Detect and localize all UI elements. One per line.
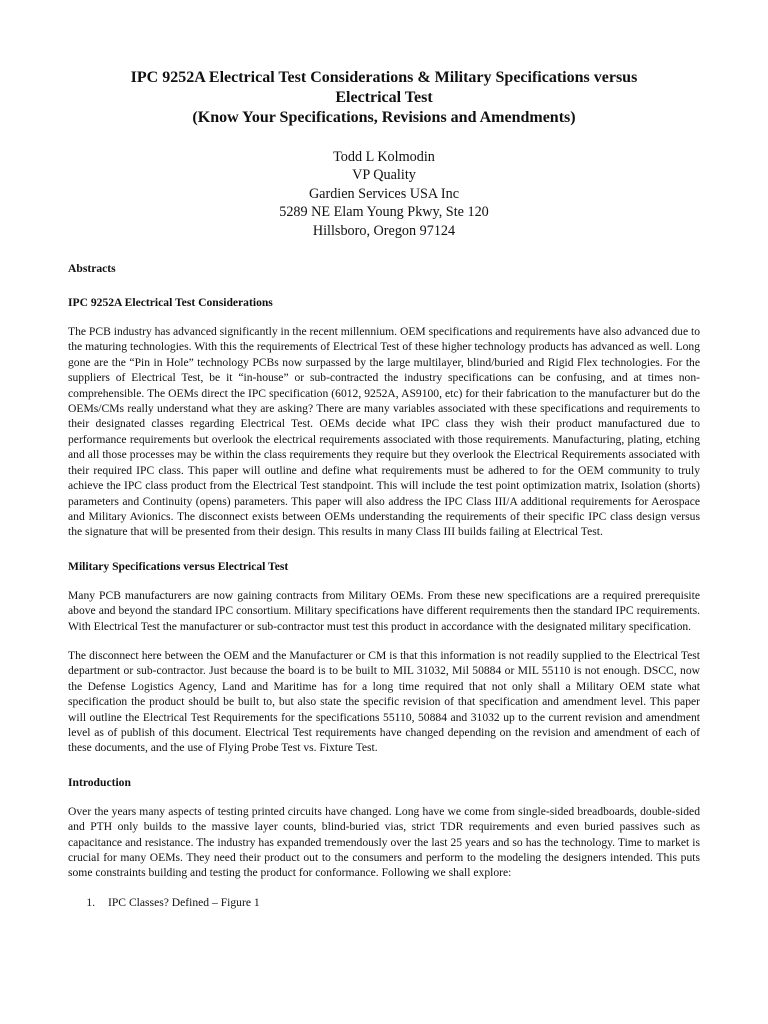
- paper-title: [68, 68, 700, 128]
- title-line-3: (Know Your Specifications, Revisions and Amendments): [192, 109, 576, 126]
- author-name: Todd L Kolmodin: [333, 149, 435, 165]
- author-city: Hillsboro, Oregon 97124: [312, 222, 456, 239]
- exploration-list: [68, 895, 700, 910]
- author-company: Gardien Services USA Inc: [308, 185, 460, 202]
- section-heading-ipc-9252a: IPC 9252A Electrical Test Considerations: [68, 296, 273, 310]
- paragraph-ipc-9252a: The PCB industry has advanced significantly in the recent millennium. OEM specifications and requirements have also advanced due to the maturing technologies. With this the requirements of Electrical Test of these higher technology products has advanced as well. Long gone are the “Pin in Hole” technology PCBs now surpassed by the large multilayer, blind/buried and Rigid Flex technologies. For the suppliers of Electrical Test, be it “in-house” or sub-contracted the industry specifications can be confusing, and at times non-comprehensible. The OEMs direct the IPC specification (6012, 9252A, AS9100, etc) for their fabrication to the manufacturer but do the OEMs/CMs really understand what they are asking? There are many variables associated with these specifications and requirements to their designated classes regarding Electrical Test. OEMs decide what IPC class they wish their product manufactured due to performance requirements but overlook the electrical requirements associated with those requirements. Manufacturing, plating, etching and all those processes may be within the class requirements they require but they overlook the Electrical Requirements associated with their required IPC class. This paper will outline and define what requirements must be adhered to for the OEM community to truly achieve the IPC class product from the Electrical Test standpoint. This will include the test point optimization matrix, Isolation (shorts) parameters and Continuity (opens) parameters. This paper will also address the IPC Class III/A additional requirements for Aerospace and Military Avionics. The disconnect exists between OEMs understanding the requirements of their specific IPC class design versus the signature that will be presented from their design. This results in many Class III builds failing at Electrical Test.: [68, 325, 701, 539]
- paragraph-military-1: Many PCB manufacturers are now gaining contracts from Military OEMs. From these new specifications are a required prerequisite above and beyond the standard IPC consortium. Military specifications have different requirements then the standard IPC requirements. With Electrical Test the manufacturer or sub-contractor must test this product in accordance with the designated military specification.: [68, 588, 700, 633]
- abstracts-heading: Abstracts: [68, 262, 116, 276]
- paragraph-introduction: Over the years many aspects of testing printed circuits have changed. Long have we come from single-sided breadboards, double-sided and PTH only builds to the massive layer counts, blind-buried vias, strict TDR requirements and even buried passives such as capacitance and resistance. The industry has expanded tremendously over the last 25 years and so has the technology. Time to market is crucial for many OEMs. They need their product out to the consumers and perform to the modeling the designers intended. This puts some constraints building and testing the product for conformance. Following we shall explore:: [68, 804, 700, 880]
- section-heading-introduction: Introduction: [68, 775, 131, 789]
- section-heading-military: Military Specifications versus Electrical Test: [68, 559, 289, 573]
- paragraph-military-2: The disconnect here between the OEM and the Manufacturer or CM is that this information is not readily supplied to the Electrical Test department or sub-contractor. Just because the board is to be built to MIL 31032, Mil 50884 or MIL 55110 is not enough. DSCC, now the Defense Logistics Agency, Land and Maritime has for a long time required that not only shall a Military OEM state what specification the product should be built to, but also state the specific revision of that specification and amendment level. This paper will outline the Electrical Test Requirements for the specifications 55110, 50884 and 31032 up to the current revision and amendment level as of publish of this document. Electrical Test requirements have changed depending on the revision and amendment of each of these documents, and the use of Flying Probe Test vs. Fixture Test.: [68, 648, 700, 755]
- author-street: 5289 NE Elam Young Pkwy, Ste 120: [279, 204, 489, 221]
- author-role: VP Quality: [352, 167, 416, 184]
- title-line-2: Electrical Test: [335, 89, 433, 106]
- author-block: [68, 148, 700, 240]
- list-item: 1. IPC Classes? Defined – Figure 1: [98, 895, 700, 910]
- title-line-1: IPC 9252A Electrical Test Considerations & Military Specifications versus: [130, 69, 638, 86]
